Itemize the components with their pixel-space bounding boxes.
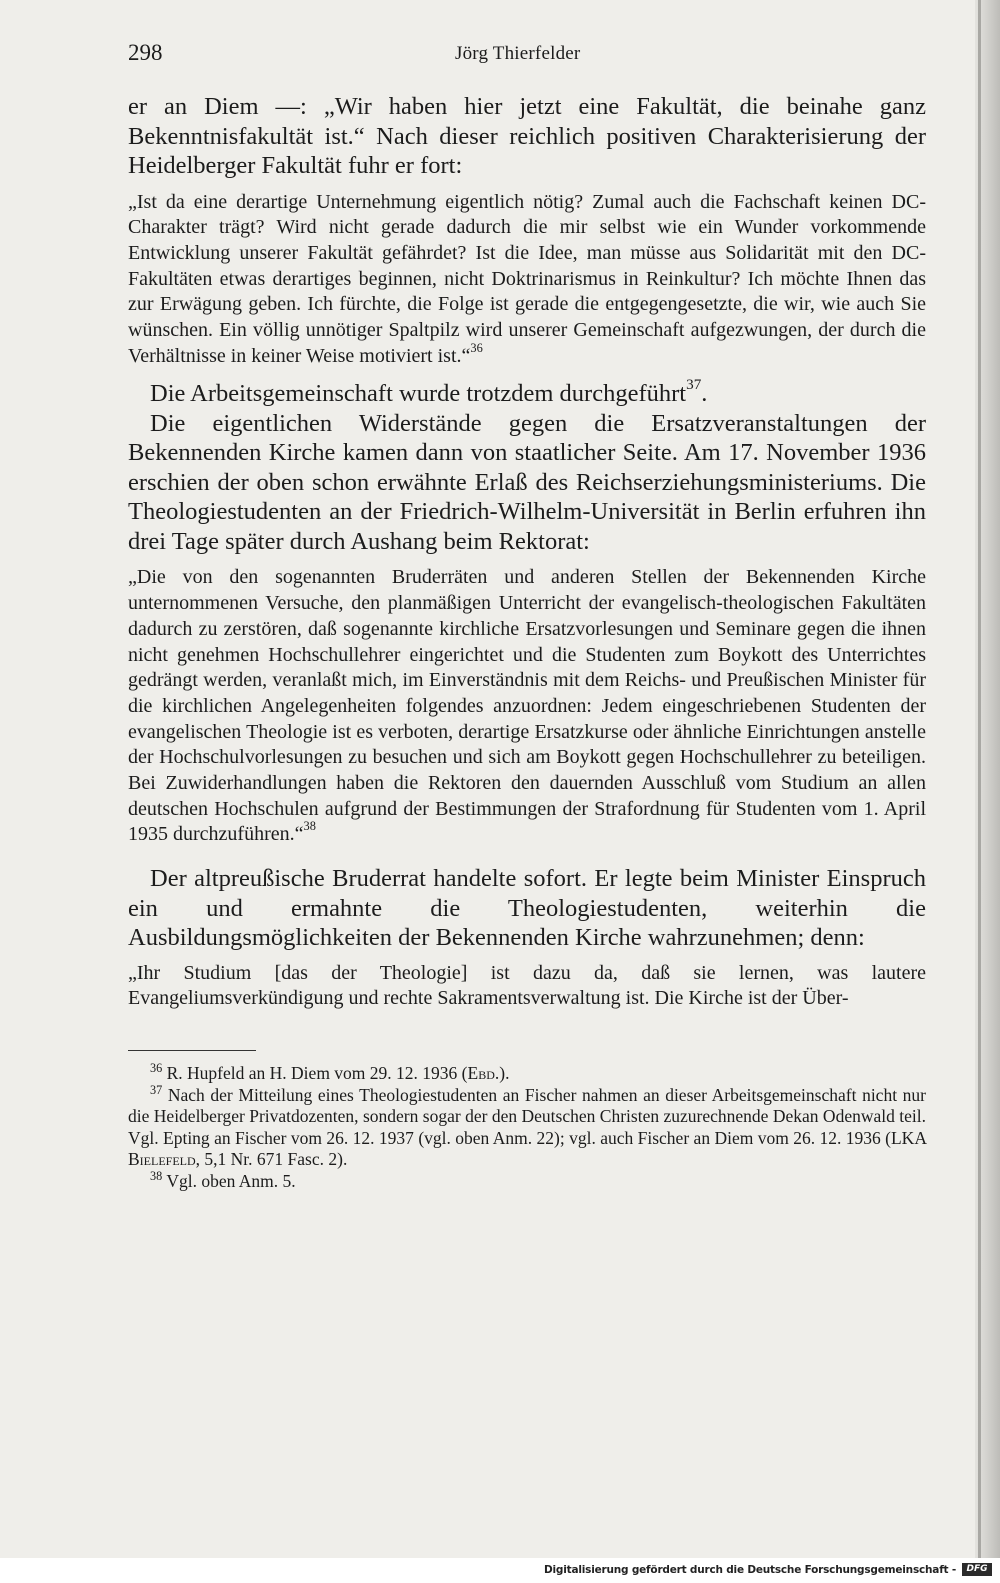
paragraph-2-end: . — [701, 380, 708, 408]
block-quote-1-text: „Ist da eine derartige Unternehmung eigentlich nötig? Zumal auch die Fachschaft keinen DC-Charakter trägt? Wird nicht gerade dadurch die mir selbst wie ein Wunder vorkommende Entwicklung unserer Fakultät gefährdet? Ist die Idee, man müsse aus Solidarität mit den DC-Fakultäten etwas derartiges beginnen, nicht Doktrinarismus in Reinkultur? Ich möchte Ihnen das zur Erwägung geben. Ich fürchte, die Folge ist gerade die entgegengesetzte, die wir, wie auch Sie wünschen. Ein völlig unnötiger Spaltpilz wird unserer Gemeinschaft aufgezwungen, der durch die Verhältnisse in keiner Weise motiviert ist.“ — [128, 190, 926, 367]
block-quote-3 — [128, 961, 926, 1012]
block-quote-1 — [128, 190, 926, 370]
footnote-ref-38[interactable]: 38 — [303, 819, 316, 834]
paragraph-4-text: Der altpreußische Bruderrat handelte sofort. Er legte beim Minister Einspruch ein und ermahnte die Theologiestudenten, weiterhin die Ausbildungsmöglichkeiten der Bekennenden Kirche wahrzunehmen; denn: — [128, 865, 926, 952]
paragraph-3 — [128, 409, 926, 557]
block-quote-2 — [128, 565, 926, 848]
footnote-37 — [128, 1082, 927, 1171]
block-quote-3-text: „Ihr Studium [das der Theologie] ist dazu da, daß sie lernen, was lautere Evangeliumsverkündigung und rechte Sakramentsverwaltung ist. Die Kirche ist der Über- — [128, 961, 926, 1010]
dfg-logo: DFG — [962, 1563, 992, 1576]
funding-note: Digitalisierung gefördert durch die Deutsche Forschungsgemeinschaft - — [544, 1564, 956, 1576]
footnote-38-number: 38 — [150, 1168, 163, 1183]
paragraph-4 — [128, 864, 926, 953]
paragraph-2 — [128, 376, 926, 409]
footnote-38 — [128, 1168, 926, 1193]
footnote-36-number: 36 — [150, 1061, 163, 1076]
page-content — [128, 92, 926, 1192]
footnote-37-text: Nach der Mitteilung eines Theologiestudenten an Fischer nahmen an dieser Arbeitsgemeinschaft nicht nur die Heidelberger Privatdozenten, sondern sogar der den Deutschen Christen zuzurechnende Dekan Odenwald teil. Vgl. Epting an Fischer vom 26. 12. 1937 (vgl. oben Anm. 22); vgl. auch Fischer an Diem vom 26. 12. 1936 (LKA — [128, 1084, 927, 1148]
footnote-36 — [128, 1063, 926, 1085]
paragraph-2-text: Die Arbeitsgemeinschaft wurde trotzdem durchgeführt — [150, 380, 687, 408]
paragraph-3-text: Die eigentlichen Widerstände gegen die Ersatzveranstaltungen der Bekennenden Kirche kamen dann von staatlicher Seite. Am 17. November 1936 erschien der oben schon erwähnte Erlaß des Reichserziehungsministeriums. Die Theologiestudenten an der Friedrich-Wilhelm-Universität in Berlin erfuhren ihn drei Tage später durch Aushang beim Rektorat: — [128, 409, 926, 555]
paragraph-1-text: er an Diem —: „Wir haben hier jetzt eine Fakultät, die beinahe ganz Bekenntnisfakultät ist.“ Nach dieser reichlich positiven Charakterisierung der Heidelberger Fakultät fuhr er fort: — [128, 93, 926, 179]
footnote-36-text: R. Hupfeld an H. Diem vom 29. 12. 1936 ( — [166, 1063, 468, 1084]
block-quote-2-text: „Die von den sogenannten Bruderräten und anderen Stellen der Bekennenden Kirche unternommenen Versuche, den planmäßigen Unterricht der evangelisch-theologischen Fakultäten dadurch zu zerstören, daß sogenannte kirchliche Ersatzvorlesungen und Seminare gegen die ihnen nicht genehmen Hochschullehrer eingerichtet und die Studenten zum Boykott des Unterrichtes gedrängt werden, veranlaßt mich, im Einverständnis mit dem Reichs- und Preußischen Minister für die kirchlichen Angelegenheiten folgendes anzuordnen: Jedem eingeschriebenen Studenten der evangelischen Theologie ist es verboten, derartige Ersatzkurse oder ähnliche Einrichtungen anstelle der Hochschulvorlesungen zu besuchen und sich am Boykott gegen Hochschullehrer zu beteiligen. Bei Zuwiderhandlungen haben die Rektoren den dauernden Ausschluß vom Studium an allen deutschen Hochschulen aufgrund der Bestimmungen der Strafordnung für Studenten vom 1. April 1935 durchzuführen.“ — [128, 566, 926, 846]
running-head: Jörg Thierfelder — [455, 43, 581, 64]
paragraph-1 — [128, 92, 926, 181]
footnote-ref-37[interactable]: 37 — [686, 376, 702, 394]
footnote-ref-36[interactable]: 36 — [470, 340, 483, 355]
footnote-37-smallcaps: Bielefeld — [128, 1149, 196, 1170]
page-header — [128, 40, 928, 70]
footnote-37-text-end: , 5,1 Nr. 671 Fasc. 2). — [195, 1149, 348, 1170]
page-number: 298 — [128, 40, 163, 65]
spine-line — [978, 0, 981, 1560]
footnote-36-smallcaps: Ebd. — [467, 1063, 500, 1084]
footnote-36-text-end: ). — [499, 1063, 510, 1084]
footnote-38-text: Vgl. oben Anm. 5. — [166, 1170, 296, 1191]
footnote-37-number: 37 — [150, 1082, 163, 1097]
